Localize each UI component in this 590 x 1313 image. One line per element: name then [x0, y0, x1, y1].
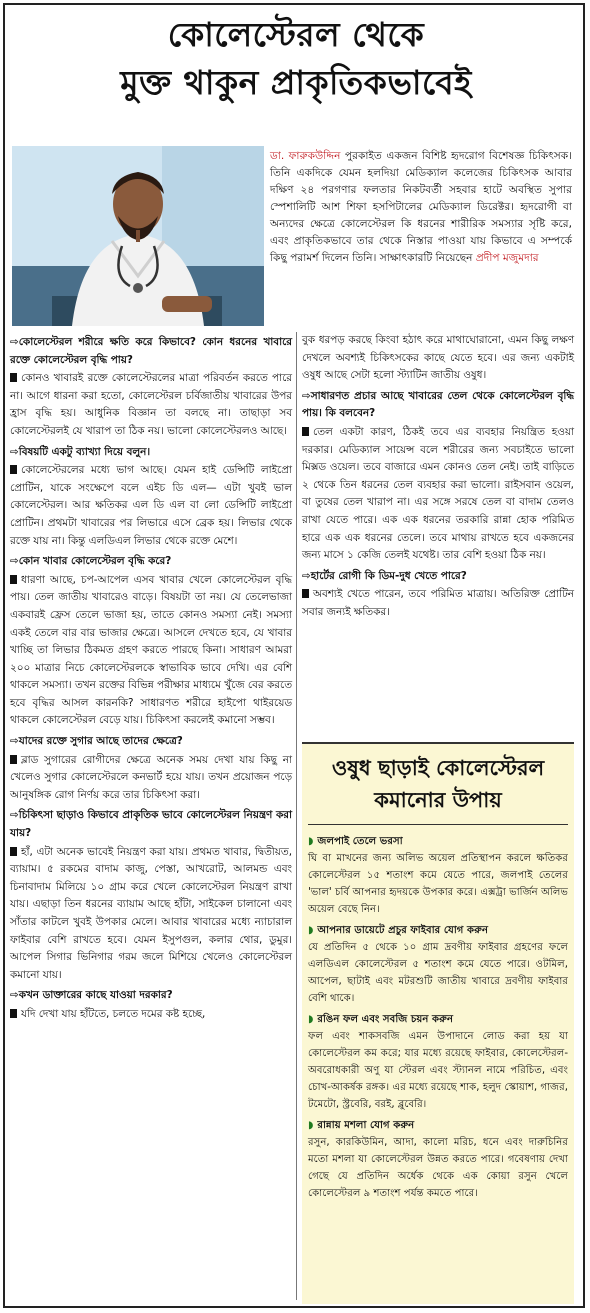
- tip-item: [302, 833, 574, 918]
- qa-block: [302, 568, 574, 622]
- question: [10, 987, 292, 1005]
- answer: [10, 462, 292, 550]
- square-bullet-icon: [10, 755, 17, 764]
- answer: [10, 752, 292, 805]
- square-bullet-icon: [302, 589, 309, 598]
- arrow-right-icon: ⇨: [10, 989, 19, 1002]
- arrow-right-icon: ⇨: [10, 336, 19, 348]
- tip-heading-text: আপনার ডায়েটে প্রচুর ফাইবার যোগ করুন: [317, 925, 489, 936]
- answer-text: কোনও খাবারই রক্তে কোলেস্টেরলের মাত্রা পরিবর্তন করতে পারে না। আগে ধারনা করা হতো, কোলেস্টেরল চর্বিজাতীয় খাবারের উপর হ্রাস বৃদ্ধি হয়। আধুনিক বিজ্ঞান তা বলছে না। তাছাড়া সব কোলেস্টেরলই যে খারাপ তা ঠিক নয়। ভালো কোলেস্টেরলও আছে।: [10, 372, 292, 437]
- answer-text: হাঁ, এটা অনেক ভাবেই নিয়ন্ত্রণ করা যায়। প্রথমত খাবার, দ্বিতীয়ত, ব্যায়াম। ৫ রকমের বাদাম কাজু, পেস্তা, আখরোট, আলমন্ড এবং চিনাবাদাম মিলিয়ে ১০ গ্রাম করে খেলে কোলেস্টেরল নিয়ন্ত্রণ রাখা যায়। এছাড়া তিন ধরনের ব্যায়াম আছে হাঁটা, সাইকেল চালানো এবং সাঁতার কাটলে খুবই উপকার মেলে। আবার খাবারের মধ্যে ন্যাচারাল ফাইবার বেশি রাখতে হবে। যেমন ইসুপগুল, কলার থোর, ডুমুর। আপেল সিগার ভিনিগার গরম জলে মিশিয়ে খেলেও কোলেস্টেরল কমানো যায়।: [10, 845, 292, 981]
- qa-block: [10, 334, 292, 441]
- arrow-right-icon: ⇨: [10, 555, 19, 568]
- tip-heading: [308, 833, 568, 850]
- tip-text: রসুন, কারকিউমিন, আদা, কালো মরিচ, ধনে এবং দারুচিনির মতো মশলা যা কোলেস্টেরল উন্নত করতে পারে। গবেষণায় দেখা গেছে যে প্রতিদিন অর্ধেক থেকে এক কোয়া রসুন খেলে কোলেস্টেরল ৯ শতাংশ পর্যন্ত কমতে পারে।: [308, 1137, 568, 1199]
- tip-heading: [308, 1117, 568, 1134]
- qa-block: [10, 733, 292, 804]
- triangle-bullet-icon: ◗: [308, 1014, 314, 1025]
- square-bullet-icon: [10, 1009, 17, 1018]
- question-text: সাধারণত প্রচার আছে খাবারের তেল থেকে কোলেস্টেরল বৃদ্ধি পায়। কি বলবেন?: [302, 389, 574, 420]
- headline-line-1: কোলেস্টেরল থেকে: [167, 15, 425, 54]
- square-bullet-icon: [10, 373, 17, 382]
- column-divider: [296, 332, 297, 1300]
- square-bullet-icon: [10, 575, 17, 584]
- answer: [10, 370, 292, 440]
- question-text: কোন খাবার কোলেস্টেরল বৃদ্ধি করে?: [18, 555, 172, 568]
- question-text: কখন ডাক্তারের কাছে যাওয়া দরকার?: [18, 989, 173, 1002]
- left-column: [10, 332, 292, 1027]
- tip-heading: [308, 1011, 568, 1028]
- tip-item: [302, 922, 574, 1007]
- answer: [10, 844, 292, 985]
- question: [302, 568, 574, 586]
- question: [302, 388, 574, 423]
- answer-text: যদি দেখা যায় হাঁটতে, চলতে দমের কষ্ট হচ্ছে,: [21, 1007, 206, 1020]
- answer-text: ধারণা আছে, চপ-আপেল এসব খাবার খেলে কোলেস্টেরল বৃদ্ধি পায়। তেল জাতীয় খাবারেও বাড়ে। বিষয়টা তা নয়। যে তেলেভাজা একবারই ফ্রেস তেলে ভাজা হয়, তাতে কোনও সমস্যা নেই। সমস্যা একই তেলে বার বার ভাজার ক্ষেত্রে। আসলে দেখতে হবে, যে খাবার খাচ্ছি তা লিভার ঠিকমত গ্রহণ করতে পারছে কিনা। সাধারণ আমরা ২০০ মাত্রার নিচে কোলেস্টেরলকে স্বাভাবিক ভাবে দেখি। এর বেশি থাকলে সমস্যা। তখন রক্তের বিভিন্ন পরীক্ষার মাধ্যমে খুঁজে বের করতে হবে বৃদ্ধির আসল কারনকি? সাধারণত শরীরে হাইপো থাইরয়েড থাকলে কোলেস্টেরল বেড়ে যায়। চিকিৎসা করলেই কমানো সম্ভব।: [10, 573, 292, 727]
- tips-box: [302, 742, 574, 1304]
- right-column: [302, 332, 574, 625]
- question: [10, 334, 292, 369]
- divider: [308, 824, 568, 825]
- intro-paragraph: [270, 148, 572, 267]
- interviewer-name: প্রদীপ মজুমদার: [475, 252, 539, 264]
- tip-text: যে প্রতিদিন ৫ থেকে ১০ গ্রাম দ্রবণীয় ফাইবার গ্রহণের ফলে এলডিএল কোলেস্টেরল ৫ শতাংশ কমে যেতে পারে। ওটমিল, আপেল, ছাটাই এবং মটরশুটি জাতীয় খাবারে দ্রবণীয় ফাইবার বেশি থাকে।: [308, 942, 568, 1004]
- question-text: যাদের রক্তে সুগার আছে তাদের ক্ষেত্রে?: [18, 735, 183, 748]
- tip-heading-text: জলপাই তেলে ভরসা: [317, 836, 403, 847]
- answer-text: তেল একটা কারণ, ঠিকই তবে এর ব্যবহার নিয়ন্ত্রিত হওয়া দরকার। মেডিক্যাল সায়েন্স বলে শরীরের জন্য সবচাইতে ভালো মিক্সড ওয়েল। তবে বাজারে এমন কোনও তেল নেই। তাই বাড়িতে ২ থেকে তিন ধরনের তেল ব্যবহার করা ভালো। রাইসবান ওয়েল, বা তুষের তেল খারাপ না। এর সঙ্গে সরষে তেল বা বাদাম তেলও রাখা যেতে পারে। এক এক ধরনের তরকারি রান্না হোক পরিমিত হারে এক এক ধরনের তেলে। তবে মাথায় রাখতে হবে একজনের জন্য মাসে ১ কেজি তেলই যথেষ্ট। তার বেশি হওয়া ঠিক নয়।: [302, 425, 574, 562]
- qa-block: [10, 553, 292, 730]
- intro-text: পুরকাইত একজন বিশিষ্ট হৃদরোগ বিশেষজ্ঞ চিকিৎসক। তিনি একদিকে যেমন হলদিয়া মেডিক্যাল কলেজের চিকিৎসক আবার দক্ষিণ ২৪ পরগণার ফলতার নিকটবর্তী সহবার হাটে অবস্থিত সুপার স্পেশালিটি আশ শিফা হসপিটালের মেডিক্যাল ডিরেক্টর। হৃদরোগী বা অন্যদের ক্ষেত্রে কোলেস্টেরল কি ধরনের শারীরিক সমস্যার সৃষ্টি করে, এবং প্রাকৃতিকভাবে তার থেকে নিস্তার পাওয়া যায় কিভাবে এ সম্পর্কে কিছু পরামর্শ দিলেন তিনি। সাক্ষাৎকারটি নিয়েছেন: [270, 150, 572, 264]
- tips-box-title: ওষুধ ছাড়াই কোলেস্টেরল কমানোর উপায়: [331, 755, 545, 812]
- question: [10, 553, 292, 571]
- answer-text: কোলেস্টেরলের মধ্যে ভাগ আছে। যেমন হাই ডেন্সিটি লাইপ্রো প্রোটিন, যাকে সংক্ষেপে বলে এইচ ডি এল— এটা খুবই ভাল কোলেস্টেরল। আর ক্ষতিকর এল ডি এল বা লো ডেন্সিটি লাইপ্রো প্রোটিন। প্রথমটা খাবারের পর লিভারে এসে ব্রেক হয়। লিভার থেকে রক্তে যায় না। কিন্তু এলডিএল লিভার থেকে রক্তে মেশে।: [10, 464, 292, 547]
- qa-block: [10, 807, 292, 984]
- answer-text: ব্লাড সুগারের রোগীদের ক্ষেত্রে অনেক সময় দেখা যায় কিছু না খেলেও সুগার কোলেস্টেরলে কনভার্ট হয়ে যায়। তখন প্রয়োজন পড়ে আনুষঙ্গিক রোগ নির্ণয় করে তার চিকিৎসা করা।: [10, 753, 292, 801]
- triangle-bullet-icon: ◗: [308, 925, 314, 936]
- tip-heading-text: রঙিন ফল এবং সবজি চয়ন করুন: [317, 1014, 454, 1025]
- answer: [10, 572, 292, 730]
- arrow-right-icon: ⇨: [10, 735, 19, 748]
- tip-text: ফল এবং শাকসবজি এমন উপাদানে লোড করা হয় যা কোলেস্টেরল কম করে; যার মধ্যে রয়েছে ফাইবার, কোলেস্টেরল-অবরোধকারী অণু যা স্টেরল এবং স্ট্যানল নামে পরিচিত, এবং চোখ-আকর্ষক রঙ্গক। এর মধ্যে রয়েছে শাক, হলুদ স্কোয়াশ, গাজর, টমেটো, স্ট্রবেরি, বরই, ব্লুবেরি।: [308, 1031, 568, 1110]
- headline: [13, 11, 579, 107]
- qa-block: [10, 444, 292, 551]
- triangle-bullet-icon: ◗: [308, 836, 314, 847]
- question: [10, 733, 292, 751]
- qa-block: [10, 987, 292, 1023]
- doctor-name: ডা. ফারুকউদ্দিন: [270, 150, 341, 162]
- tip-text: ঘি বা মাখনের জন্য অলিভ অয়েল প্রতিস্থাপন করলে ক্ষতিকর কোলেস্টেরল ১৫ শতাংশ কমে যেতে পারে, জলপাই তেলের 'ভাল' চর্বি আপনার হৃদয়কে উপকার করে। এক্সট্রা ভার্জিন অলিভ অয়েল বেছে নিন।: [308, 853, 568, 915]
- arrow-right-icon: ⇨: [10, 445, 19, 458]
- answer: [302, 586, 574, 621]
- triangle-bullet-icon: ◗: [308, 1120, 314, 1131]
- question-text: কোলেস্টেরল শরীরে ক্ষতি করে কিভাবে? কোন ধরনের খাবারে রক্তে কোলেস্টেরল বৃদ্ধি পায়?: [10, 336, 292, 366]
- square-bullet-icon: [10, 465, 17, 474]
- tip-heading-text: রান্নায় মশলা যোগ করুন: [317, 1120, 415, 1131]
- qa-block: [302, 388, 574, 565]
- arrow-right-icon: ⇨: [302, 569, 311, 582]
- question: [10, 807, 292, 842]
- question-text: বিষয়টি একটু ব্যাখ্যা দিয়ে বলুন।: [18, 445, 151, 458]
- headline-line-2: মুক্ত থাকুন প্রাকৃতিকভাবেই: [120, 63, 472, 102]
- tip-heading: [308, 922, 568, 939]
- answer-continuation: বুক ধরপড় করছে কিংবা হঠাৎ করে মাথাঘোরানো, এমন কিছু লক্ষণ দেখলে অবশ্যই চিকিৎসকের কাছে যেতে হবে। এর জন্য একটাই ওষুধ আছে সেটা হলো স্ট্যাটিন জাতীয় ওষুধ।: [302, 334, 574, 382]
- square-bullet-icon: [10, 847, 17, 856]
- tip-item: [302, 1117, 574, 1202]
- question-text: হার্টের রোগী কি ডিম-দুধ খেতে পারে?: [310, 569, 467, 582]
- question-text: চিকিৎসা ছাড়াও কিভাবে প্রাকৃতিক ভাবে কোলেস্টেরল নিয়ন্ত্রণ করা যায়?: [10, 809, 292, 840]
- arrow-right-icon: ⇨: [302, 389, 311, 402]
- answer: [302, 424, 574, 565]
- arrow-right-icon: ⇨: [10, 809, 19, 822]
- tip-item: [302, 1011, 574, 1113]
- question: [10, 444, 292, 462]
- answer: [10, 1006, 292, 1024]
- doctor-photo: [12, 146, 264, 326]
- answer-text: অবশ্যই খেতে পারেন, তবে পরিমিত মাত্রায়। অতিরিক্ত প্রোটিন সবার জন্যই ক্ষতিকর।: [302, 588, 574, 618]
- square-bullet-icon: [302, 427, 309, 436]
